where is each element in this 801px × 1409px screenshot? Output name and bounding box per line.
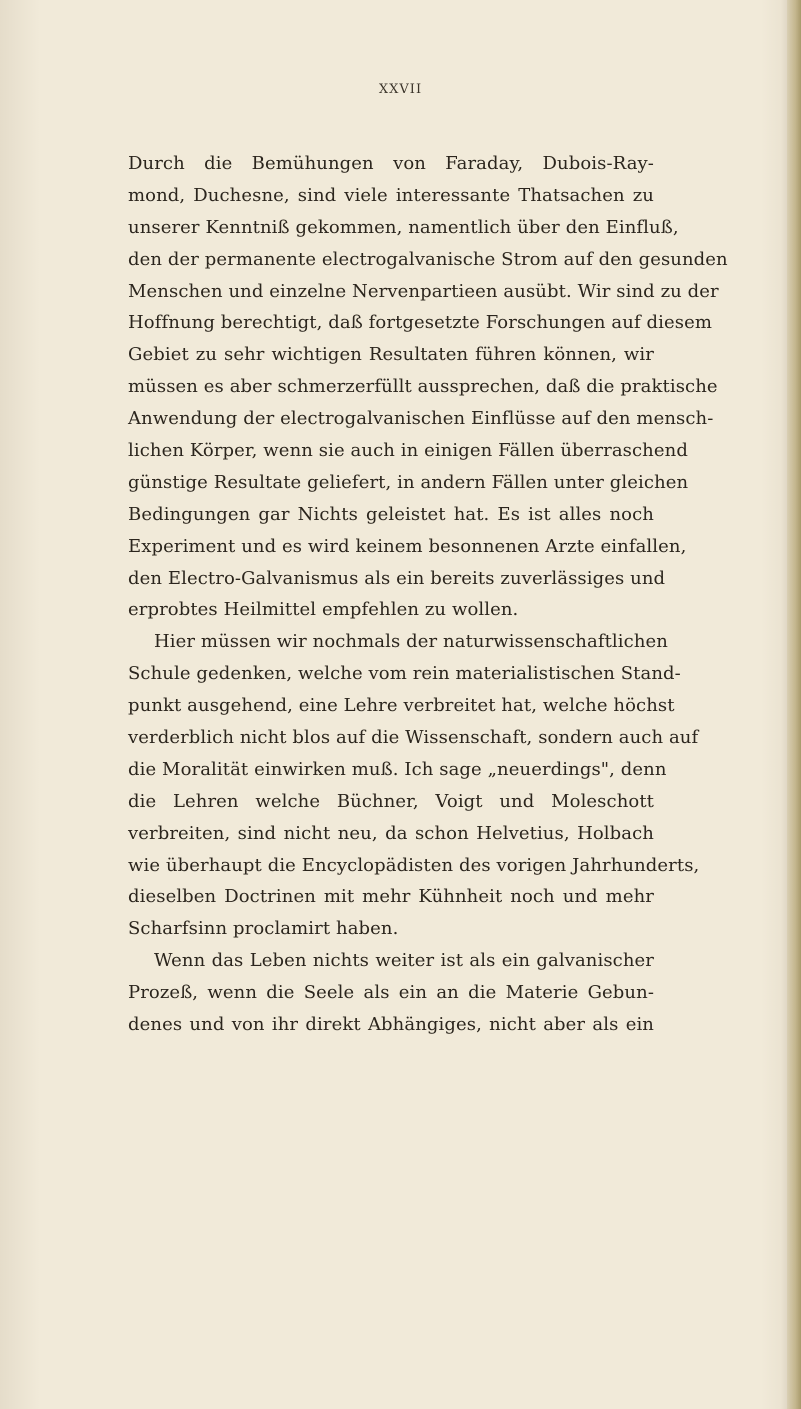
text-line: lichen Körper, wenn sie auch in einigen Fällen überraschend — [128, 440, 688, 462]
text-line: Schule gedenken, welche vom rein materialistischen Stand- — [128, 663, 681, 685]
body-text — [128, 148, 728, 1041]
text-line: Durch die Bemühungen von Faraday, Dubois-Ray- — [128, 153, 654, 174]
text-line: wie überhaupt die Encyclopädisten des vorigen Jahrhunderts, — [128, 854, 700, 876]
text-line: Hoffnung berechtigt, daß fortgesetzte Forschungen auf diesem — [128, 312, 713, 334]
text-line: Hier müssen wir nochmals der naturwissenschaftlichen — [154, 631, 668, 653]
text-line: müssen es aber schmerzerfüllt aussprechen, daß die praktische — [128, 376, 718, 398]
text-line: Scharfsinn proclamirt haben. — [128, 918, 399, 940]
text-line: die Moralität einwirken muß. Ich sage „neuerdings", denn — [128, 758, 667, 780]
page-number: XXVII — [378, 82, 423, 97]
text-line: günstige Resultate geliefert, in andern Fällen unter gleichen — [128, 471, 689, 493]
text-line: unserer Kenntniß gekommen, namentlich über den Einfluß, — [128, 216, 679, 238]
text-line: Prozeß, wenn die Seele als ein an die Materie Gebun- — [128, 982, 654, 1004]
text-line: verderblich nicht blos auf die Wissenschaft, sondern auch auf — [128, 727, 699, 749]
text-line: Bedingungen gar Nichts geleistet hat. Es ist alles noch — [128, 503, 654, 525]
text-line: Gebiet zu sehr wichtigen Resultaten führen können, wir — [128, 344, 654, 366]
text-line: den Electro-Galvanismus als ein bereits zuverlässiges und — [128, 567, 666, 589]
text-line: Anwendung der electrogalvanischen Einflüsse auf den mensch- — [128, 408, 714, 430]
text-line: verbreiten, sind nicht neu, da schon Helvetius, Holbach — [128, 822, 654, 844]
text-line: Menschen und einzelne Nervenpartieen ausübt. Wir sind zu der — [128, 280, 719, 302]
text-line: mond, Duchesne, sind viele interessante Thatsachen zu — [128, 184, 654, 206]
text-line: punkt ausgehend, eine Lehre verbreitet hat, welche höchst — [128, 695, 675, 717]
text-line: Wenn das Leben nichts weiter ist als ein galvanischer — [154, 950, 654, 972]
text-line: den der permanente electrogalvanische Strom auf den gesunden — [128, 248, 728, 270]
page-edge — [787, 0, 801, 1409]
text-line: erprobtes Heilmittel empfehlen zu wollen. — [128, 599, 519, 621]
text-line: Experiment und es wird keinem besonnenen Arzte einfallen, — [128, 535, 687, 557]
text-line: dieselben Doctrinen mit mehr Kühnheit noch und mehr — [128, 886, 654, 908]
text-line: denes und von ihr direkt Abhängiges, nicht aber als ein — [128, 1014, 654, 1036]
text-line: die Lehren welche Büchner, Voigt und Moleschott — [128, 790, 654, 812]
